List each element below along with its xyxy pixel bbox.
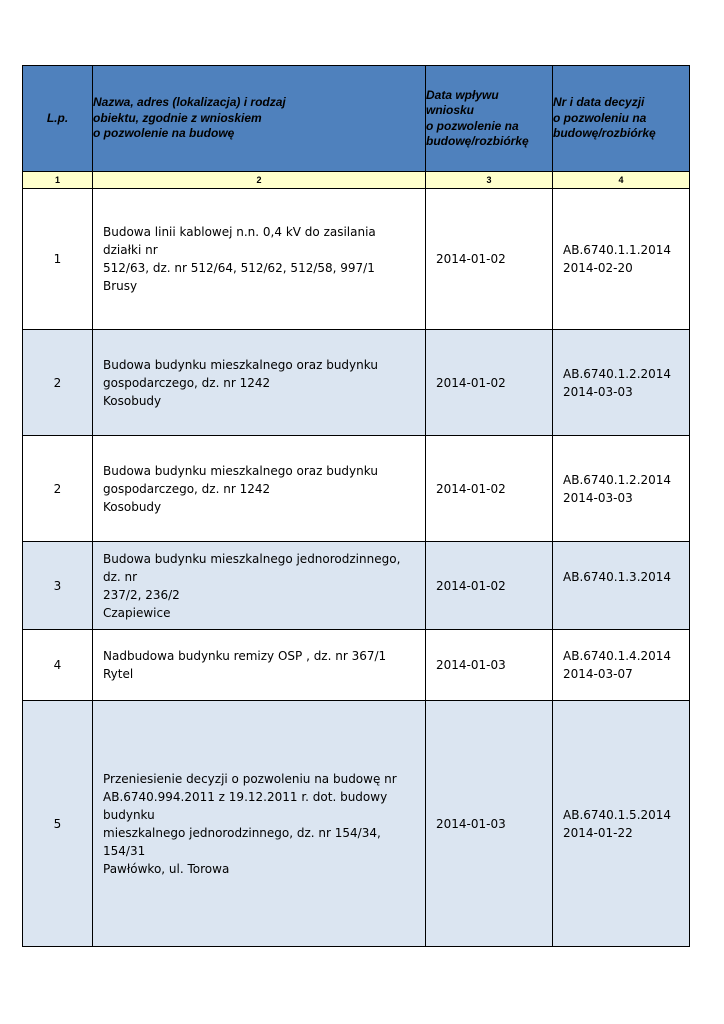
row-decision: AB.6740.1.2.2014 2014-03-03 xyxy=(553,330,690,436)
row-object-name: Budowa budynku mieszkalnego jednorodzinnego, dz. nr 237/2, 236/2 Czapiewice xyxy=(93,542,426,630)
header-application-date: Data wpływu wniosku o pozwolenie na budowę/rozbiórkę xyxy=(426,66,553,172)
header-decision: Nr i data decyzji o pozwoleniu na budowę/rozbiórkę xyxy=(553,66,690,172)
row-object-name: Przeniesienie decyzji o pozwoleniu na budowę nr AB.6740.994.2011 z 19.12.2011 r. dot. budowy budynku mieszkalnego jednorodzinnego, dz. nr 154/34, 154/31 Pawłówko, ul. Torowa xyxy=(93,701,426,947)
row-lp: 5 xyxy=(23,701,93,947)
table-row xyxy=(23,330,690,436)
row-lp: 2 xyxy=(23,436,93,542)
row-decision: AB.6740.1.3.2014 xyxy=(553,542,690,630)
row-lp: 2 xyxy=(23,330,93,436)
row-object-name: Nadbudowa budynku remizy OSP , dz. nr 367/1 Rytel xyxy=(93,630,426,701)
header-row xyxy=(23,66,690,172)
row-application-date: 2014-01-02 xyxy=(426,189,553,330)
row-decision: AB.6740.1.1.2014 2014-02-20 xyxy=(553,189,690,330)
column-number-row xyxy=(23,172,690,189)
table-row xyxy=(23,701,690,947)
header-lp: L.p. xyxy=(23,66,93,172)
row-application-date: 2014-01-03 xyxy=(426,701,553,947)
column-number: 4 xyxy=(553,172,690,189)
table-row xyxy=(23,542,690,630)
column-number: 3 xyxy=(426,172,553,189)
column-number: 2 xyxy=(93,172,426,189)
column-number: 1 xyxy=(23,172,93,189)
row-lp: 3 xyxy=(23,542,93,630)
table-row xyxy=(23,189,690,330)
table-row xyxy=(23,436,690,542)
row-decision: AB.6740.1.2.2014 2014-03-03 xyxy=(553,436,690,542)
row-application-date: 2014-01-03 xyxy=(426,630,553,701)
row-object-name: Budowa linii kablowej n.n. 0,4 kV do zasilania działki nr 512/63, dz. nr 512/64, 512/62, 512/58, 997/1 Brusy xyxy=(93,189,426,330)
row-application-date: 2014-01-02 xyxy=(426,330,553,436)
row-application-date: 2014-01-02 xyxy=(426,542,553,630)
row-lp: 4 xyxy=(23,630,93,701)
row-decision: AB.6740.1.4.2014 2014-03-07 xyxy=(553,630,690,701)
row-lp: 1 xyxy=(23,189,93,330)
row-decision: AB.6740.1.5.2014 2014-01-22 xyxy=(553,701,690,947)
header-object-name: Nazwa, adres (lokalizacja) i rodzaj obiektu, zgodnie z wnioskiem o pozwolenie na budowę xyxy=(93,66,426,172)
row-object-name: Budowa budynku mieszkalnego oraz budynku gospodarczego, dz. nr 1242 Kosobudy xyxy=(93,330,426,436)
table-row xyxy=(23,630,690,701)
row-object-name: Budowa budynku mieszkalnego oraz budynku gospodarczego, dz. nr 1242 Kosobudy xyxy=(93,436,426,542)
permit-register-table xyxy=(22,65,690,947)
row-application-date: 2014-01-02 xyxy=(426,436,553,542)
